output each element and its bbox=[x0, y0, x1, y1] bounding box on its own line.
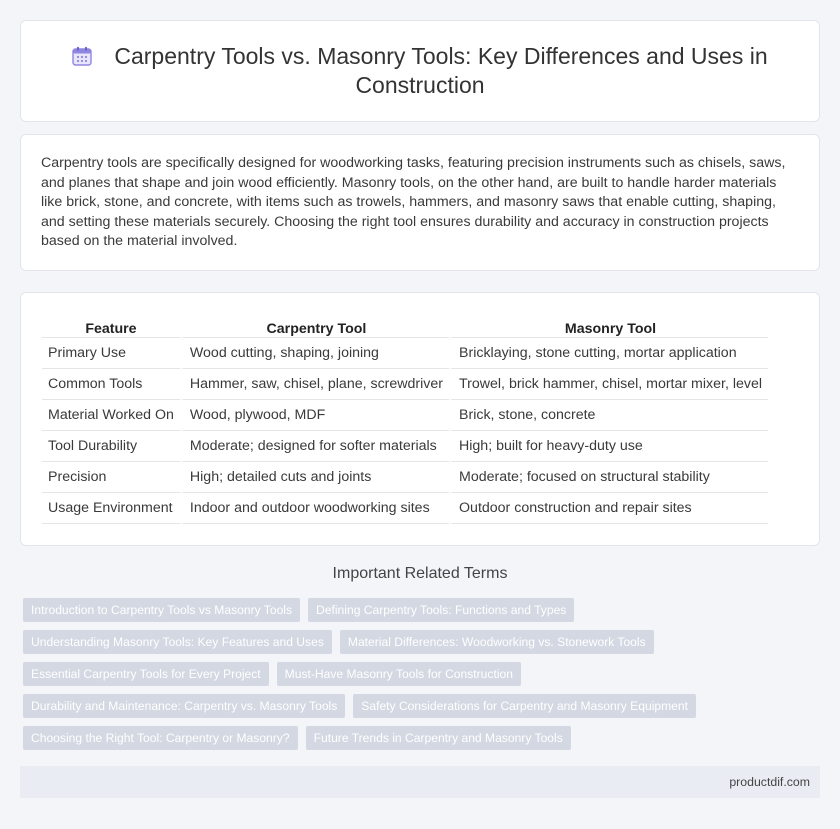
cell-masonry: High; built for heavy-duty use bbox=[449, 431, 768, 462]
tag-row bbox=[23, 598, 813, 622]
related-term-link[interactable]: Understanding Masonry Tools: Key Features and Uses bbox=[23, 630, 332, 654]
cell-feature: Precision bbox=[42, 462, 180, 493]
footer-site-link[interactable]: productdif.com bbox=[729, 775, 810, 789]
related-terms-list bbox=[23, 598, 813, 758]
calendar-icon bbox=[72, 46, 92, 66]
table-row bbox=[42, 462, 768, 493]
cell-feature: Common Tools bbox=[42, 369, 180, 400]
header-carpentry: Carpentry Tool bbox=[180, 314, 449, 338]
related-term-link[interactable]: Must-Have Masonry Tools for Construction bbox=[277, 662, 521, 686]
comparison-table bbox=[42, 314, 768, 524]
related-term-link[interactable]: Defining Carpentry Tools: Functions and Types bbox=[308, 598, 574, 622]
cell-carpentry: Indoor and outdoor woodworking sites bbox=[180, 493, 449, 524]
table-header-row bbox=[42, 314, 768, 338]
cell-carpentry: Moderate; designed for softer materials bbox=[180, 431, 449, 462]
comparison-card bbox=[20, 292, 820, 546]
cell-carpentry: Wood cutting, shaping, joining bbox=[180, 338, 449, 369]
table-row bbox=[42, 400, 768, 431]
cell-carpentry: Wood, plywood, MDF bbox=[180, 400, 449, 431]
tag-row bbox=[23, 630, 813, 654]
table-row bbox=[42, 493, 768, 524]
tag-row bbox=[23, 662, 813, 686]
tag-row bbox=[23, 694, 813, 718]
title-card bbox=[20, 20, 820, 122]
related-term-link[interactable]: Durability and Maintenance: Carpentry vs. Masonry Tools bbox=[23, 694, 345, 718]
related-term-link[interactable]: Future Trends in Carpentry and Masonry Tools bbox=[306, 726, 571, 750]
page-title: Carpentry Tools vs. Masonry Tools: Key Differences and Uses in Construction bbox=[114, 43, 768, 98]
cell-masonry: Outdoor construction and repair sites bbox=[449, 493, 768, 524]
cell-feature: Material Worked On bbox=[42, 400, 180, 431]
cell-feature: Usage Environment bbox=[42, 493, 180, 524]
related-term-link[interactable]: Choosing the Right Tool: Carpentry or Masonry? bbox=[23, 726, 298, 750]
footer bbox=[20, 766, 820, 798]
table-row bbox=[42, 338, 768, 369]
cell-carpentry: Hammer, saw, chisel, plane, screwdriver bbox=[180, 369, 449, 400]
header-masonry: Masonry Tool bbox=[449, 314, 768, 338]
related-term-link[interactable]: Introduction to Carpentry Tools vs Masonry Tools bbox=[23, 598, 300, 622]
header-feature: Feature bbox=[42, 314, 180, 338]
cell-feature: Tool Durability bbox=[42, 431, 180, 462]
cell-masonry: Moderate; focused on structural stability bbox=[449, 462, 768, 493]
related-term-link[interactable]: Safety Considerations for Carpentry and Masonry Equipment bbox=[353, 694, 696, 718]
related-term-link[interactable]: Essential Carpentry Tools for Every Project bbox=[23, 662, 269, 686]
cell-masonry: Bricklaying, stone cutting, mortar application bbox=[449, 338, 768, 369]
cell-masonry: Brick, stone, concrete bbox=[449, 400, 768, 431]
cell-carpentry: High; detailed cuts and joints bbox=[180, 462, 449, 493]
cell-masonry: Trowel, brick hammer, chisel, mortar mixer, level bbox=[449, 369, 768, 400]
related-terms-heading: Important Related Terms bbox=[332, 565, 508, 582]
table-row bbox=[42, 369, 768, 400]
cell-feature: Primary Use bbox=[42, 338, 180, 369]
intro-card bbox=[20, 134, 820, 271]
intro-paragraph: Carpentry tools are specifically designed for woodworking tasks, featuring precision instruments such as chisels, saws, and planes that shape and join wood efficiently. Masonry tools, on the other hand, are built to handle harder materials like brick, stone, and concrete, with items such as trowels, hammers, and masonry saws that enable cutting, shaping, and setting these materials securely. Choosing the right tool ensures durability and accuracy in construction projects based on the material involved. bbox=[41, 155, 786, 249]
tag-row bbox=[23, 726, 813, 750]
related-term-link[interactable]: Material Differences: Woodworking vs. Stonework Tools bbox=[340, 630, 654, 654]
table-row bbox=[42, 431, 768, 462]
page-title-wrap bbox=[51, 42, 789, 100]
